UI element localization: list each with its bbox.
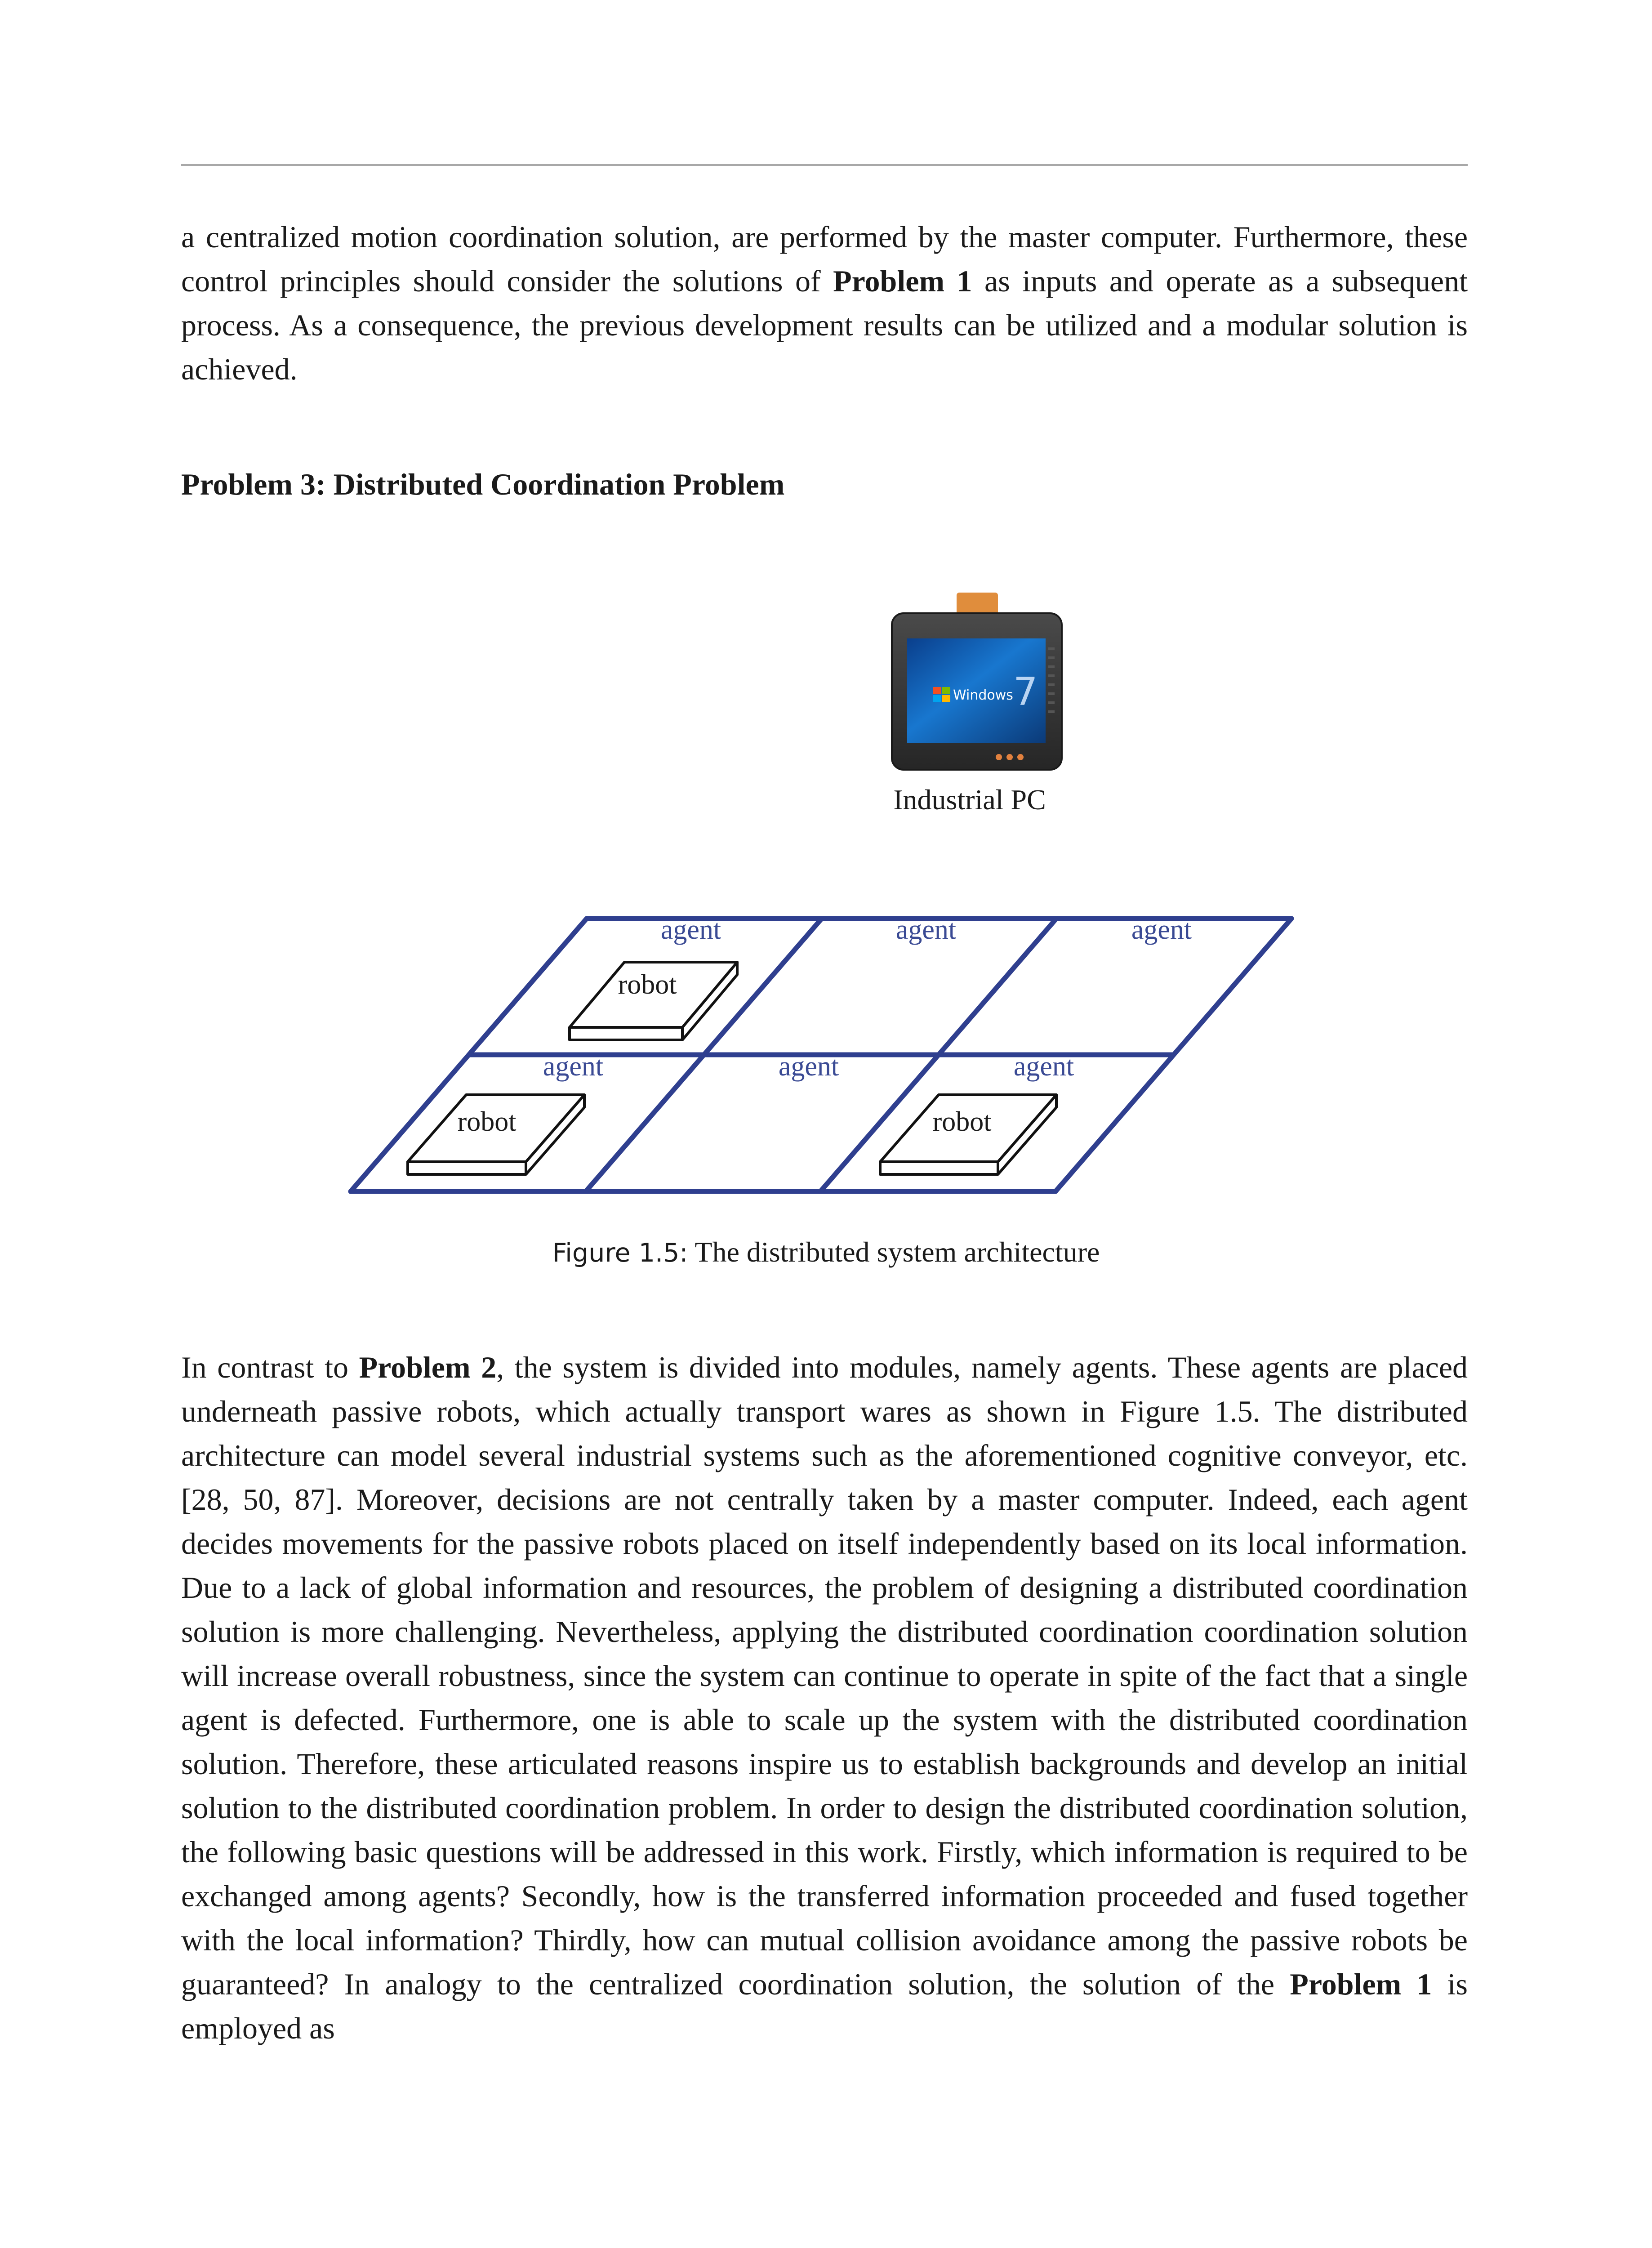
problem-1-reference-2: Problem 1 (1290, 1967, 1432, 2001)
agent-label-5: agent (778, 1051, 839, 1082)
paragraph-intro-text-2: as inputs and operate as a subsequent process. As a consequence, the previous development results can be utilized and a modular solution is achieved. (181, 264, 1468, 386)
pc-led-1 (996, 754, 1002, 760)
agent-label-1: agent (660, 914, 721, 945)
paragraph-intro (181, 215, 1468, 391)
pc-screen-version: 7 (1013, 669, 1038, 714)
robot-label-3: robot (932, 1106, 992, 1137)
robot-label-2: robot (457, 1106, 517, 1137)
paragraph-main (181, 1345, 1468, 2050)
section-heading: Problem 3: Distributed Coordination Problem (181, 467, 785, 501)
header-rule (181, 164, 1468, 166)
agent-label-2: agent (895, 914, 957, 945)
robot-label-1: robot (618, 969, 677, 1000)
pc-led-2 (1006, 754, 1013, 760)
pc-label: Industrial PC (893, 784, 1046, 816)
agent-label-3: agent (1131, 914, 1192, 945)
agent-label-6: agent (1013, 1051, 1074, 1082)
distributed-architecture-figure (315, 580, 1349, 1209)
figure-caption (0, 1232, 1652, 1273)
figure-caption-text: The distributed system architecture (688, 1236, 1100, 1268)
pc-screen-text: Windows (953, 687, 1013, 703)
agent-label-4: agent (543, 1051, 604, 1082)
paragraph-main-text-3: is employed as (181, 1967, 1468, 2045)
industrial-pc-icon (892, 593, 1062, 770)
problem-1-reference: Problem 1 (833, 264, 972, 298)
paragraph-main-text-1: In contrast to (181, 1350, 359, 1384)
problem-2-reference: Problem 2 (359, 1350, 497, 1384)
pc-led-3 (1017, 754, 1024, 760)
paragraph-main-text-2: , the system is divided into modules, namely agents. These agents are placed underneath passive robots, which actually transport wares as shown in Figure 1.5. The distributed architecture can model several industrial systems such as the aforementioned cognitive conveyor, etc. [28, 50, 87]. Moreover, decisions are not centrally taken by a master computer. Indeed, each agent decides movements for the passive robots placed on itself independently based on its local information. Due to a lack of global information and resources, the problem of designing a distributed coordination solution is more challenging. Nevertheless, applying the distributed coordination coordination solution will increase overall robustness, since the system can continue to operate in spite of the fact that a single agent is defected. Furthermore, one is able to scale up the system with the distributed coordination solution. Therefore, these articulated reasons inspire us to establish backgrounds and develop an initial solution to the distributed coordination problem. In order to design the distributed coordination solution, the following basic questions will be addressed in this work. Firstly, which information is required to be exchanged among agents? Secondly, how is the transferred information proceeded and fused together with the local information? Thirdly, how can mutual collision avoidance among the passive robots be guaranteed? In analogy to the centralized coordination solution, the solution of the (181, 1350, 1468, 2001)
figure-caption-label: Figure 1.5: (552, 1238, 688, 1268)
paragraph-intro-text-1: a centralized motion coordination solution, are performed by the master computer. Furthermore, these control principles should consider the solutions of (181, 220, 1468, 298)
